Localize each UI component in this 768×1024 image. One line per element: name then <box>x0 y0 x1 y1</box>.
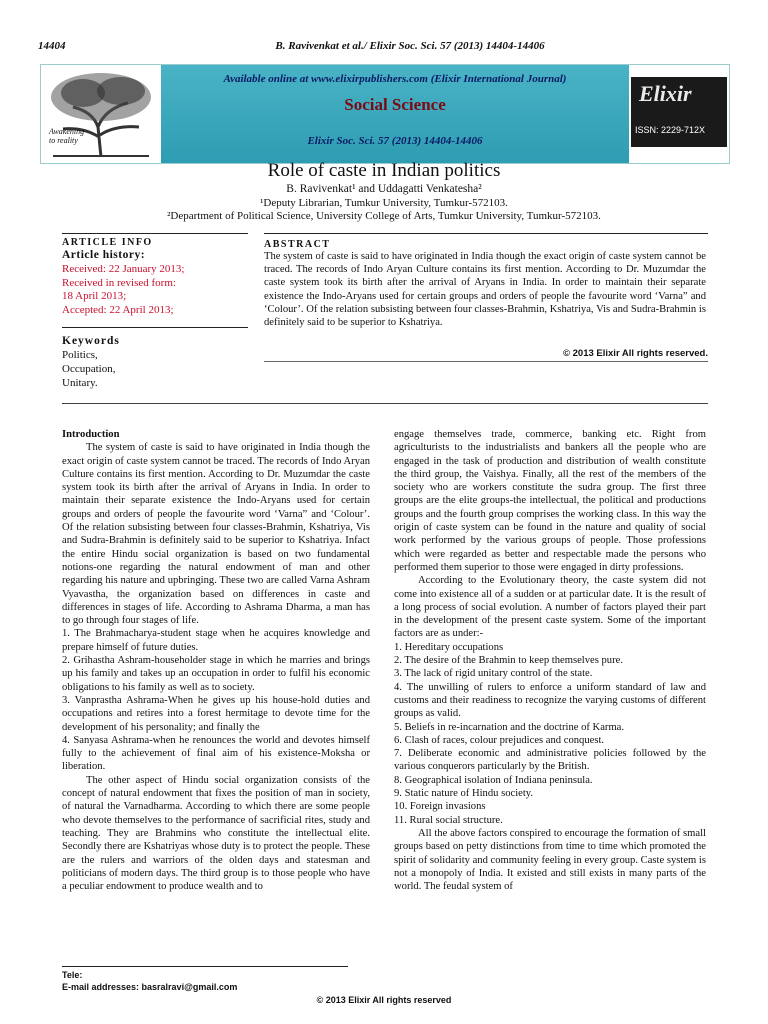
running-citation: B. Ravivenkat et al./ Elixir Soc. Sci. 57 (2013) 14404-14406 <box>275 40 545 52</box>
elixir-logo-word: Elixir <box>639 81 692 106</box>
tree-caption <box>49 127 84 145</box>
introduction-heading: Introduction <box>62 429 120 440</box>
available-online: Available online at www.elixirpublishers.com (Elixir International Journal) <box>223 73 567 85</box>
evolution-paragraph: According to the Evolutionary theory, the caste system did not come into existence all of a sudden or at particular date. It is the result of a long process of social evolution. A number of factors played their part in the development of the present caste system. Some of the important factors are as under:- <box>394 575 706 640</box>
stage-item: 3. Vanprastha Ashrama-When he gives up his house-hold duties and occupations and retires into a forest hermitage to devote time for the development of his personality; and finally the <box>62 694 370 733</box>
keyword: Unitary. <box>62 377 98 389</box>
abstract-top-rule <box>264 233 708 234</box>
factor-item: 7. Deliberate economic and administrative policies followed by the various conquerors particularly by the British. <box>394 748 706 773</box>
tree-caption-line1: Awakening <box>49 127 85 136</box>
factor-item: 10. Foreign invasions <box>394 801 486 813</box>
journal-banner <box>40 64 730 164</box>
factor-item: 2. The desire of the Brahmin to keep themselves pure. <box>394 655 623 667</box>
abstract-copyright: © 2013 Elixir All rights reserved. <box>563 348 708 359</box>
journal-issue: Elixir Soc. Sci. 57 (2013) 14404-14406 <box>307 135 483 147</box>
accepted-date: Accepted: 22 April 2013; <box>62 304 174 316</box>
factor-item: 8. Geographical isolation of Indiana peninsula. <box>394 774 593 786</box>
tree-caption-line2: to reality <box>49 136 78 145</box>
affiliation-2: ²Department of Political Science, University College of Arts, Tumkur University, Tumkur-572103. <box>167 210 601 222</box>
stage-item: 2. Grihastha Ashram-householder stage in which he marries and brings up his family and takes up an occupation in order to fulfil his economic obligations to his family as well as to society. <box>62 655 370 693</box>
stage-item: 4. Sanyasa Ashrama-when he renounces the world and devotes himself fully to the achievement of final aim of his existence-Moksha or liberation. <box>62 734 370 773</box>
tree-logo-icon <box>43 67 159 161</box>
conclusion-paragraph: All the above factors conspired to encourage the formation of small groups based on petty distinctions from time to time which promoted the spirit of solidarity and community feeling in every group. Caste system is not a monopoly of India. It existed and still exists in many parts of the world. The feudal system of <box>394 827 706 893</box>
stage-item: 1. The Brahmacharya-student stage when he acquires knowledge and prepare himself of future duties. <box>62 628 370 653</box>
factor-item: 1. Hereditary occupations <box>394 641 504 653</box>
intro-paragraph: The system of caste is said to have originated in India though the exact origin of caste system cannot be traced. The records of Indo Aryan Culture contains its first mention. According to Dr. Muzumdar the caste system took its birth after the arrival of Aryans in India. In order to maintain their separate existence the Indo-Aryans used for certain groups and orders of people the favourite word ‘Varna” and ‘Colour’. Of the relation subsisting between four classes-Brahmin, Kshatriya, Vis and Sudra-Brahmin is definitely said to be superior to Kshatriya. Infact the entire Hindu social organization is based on two fundamental notions-one regarding the natural endowment of man and other regarding his nature and upbringing. These two are called Varna Ashram Vyavastha, the organization based on differences in caste and differences in stages of life. According to Ashrama Dharma, a man has to go through four stages of life. <box>62 442 370 627</box>
info-mid-rule <box>62 327 248 328</box>
body-right-column <box>394 428 706 893</box>
abstract-heading: ABSTRACT <box>264 239 331 250</box>
received-date: Received: 22 January 2013; <box>62 263 185 275</box>
footer-copyright: © 2013 Elixir All rights reserved <box>316 995 452 1005</box>
affiliation-1: ¹Deputy Librarian, Tumkur University, Tumkur-572103. <box>260 197 508 209</box>
factor-item: 3. The lack of rigid unitary control of the state. <box>394 668 593 680</box>
revised-label: Received in revised form: <box>62 277 176 289</box>
page-number: 14404 <box>38 40 66 52</box>
elixir-logo <box>631 77 727 147</box>
body-left-column <box>62 428 370 893</box>
section-name: Social Science <box>344 95 446 114</box>
abstract-text: The system of caste is said to have originated in India though the exact origin of caste system cannot be traced. The records of Indo Aryan Culture contains its first mention. According to Dr. Muzumdar the caste system took its birth after the arrival of Aryans in India. In order to maintain their separate existence the Indo-Aryans used for certain groups and orders of people the favourite word ‘Varna” and ‘Colour’. Of the relation subsisting between four classes-Brahmin, Kshatriya, Vis and Sudra-Brahmin is definitely said to be superior to Kshatriya. <box>264 251 706 329</box>
article-title: Role of caste in Indian politics <box>267 160 501 181</box>
vaishya-paragraph: engage themselves trade, commerce, banking etc. Right from agriculturists to the industrialists and bankers all the people who are engaged in the task of production and distribution of wealth constitute the third group, the Vaishya. Finally, all the rest of the members of the society who are workers constitute the sudra group. The first three groups are the elite groups-the intellectual, the political and productions groups and the fourth group comprises the working class. In this way the origin of caste system can be found in the nature and quality of social work performed by the various groups of people. Those professions which were regarded as better and respectable made the persons who performed them superior to those were engaged in dirty professions. <box>394 429 706 573</box>
varna-paragraph: The other aspect of Hindu social organization consists of the concept of natural endowment that fixes the position of man in society, of natural the Varnadharma. According to which there are some people who devote themselves to the performance of sacrificial rites, study and teaching. They are Brahmins who constitute the intellectual elite. Secondly there are Kshatriyas whose duty is to protect the people. These are the rulers and warriors of the olden days and statesman and politicians of modern days. The third group is to those people who have a peculiar endowment to produce wealth and to <box>62 774 370 893</box>
abstract-bottom-rule <box>264 361 708 362</box>
footnote-rule <box>62 966 348 967</box>
keywords-heading: Keywords <box>62 335 120 347</box>
factor-item: 9. Static nature of Hindu society. <box>394 788 534 800</box>
article-history-heading: Article history: <box>62 249 146 261</box>
article-info-heading: ARTICLE INFO <box>62 237 153 248</box>
email-address: E-mail addresses: basralravi@gmail.com <box>62 982 238 992</box>
factor-item: 6. Clash of races, colour prejudices and conquest. <box>394 734 605 746</box>
info-top-rule <box>62 233 248 234</box>
keyword: Occupation, <box>62 363 116 375</box>
revised-date: 18 April 2013; <box>62 290 127 302</box>
authors: B. Ravivenkat¹ and Uddagatti Venkatesha² <box>286 183 482 195</box>
issn: ISSN: 2229-712X <box>635 125 706 135</box>
section-divider <box>62 403 708 404</box>
tele-label: Tele: <box>62 970 83 980</box>
factor-item: 4. The unwilling of rulers to enforce a uniform standard of law and customs and their readiness to recognize the varying customs of different groups as valid. <box>394 681 706 720</box>
keyword: Politics, <box>62 349 98 361</box>
factor-item: 5. Beliefs in re-incarnation and the doctrine of Karma. <box>394 721 625 733</box>
factor-item: 11. Rural social structure. <box>394 814 503 826</box>
